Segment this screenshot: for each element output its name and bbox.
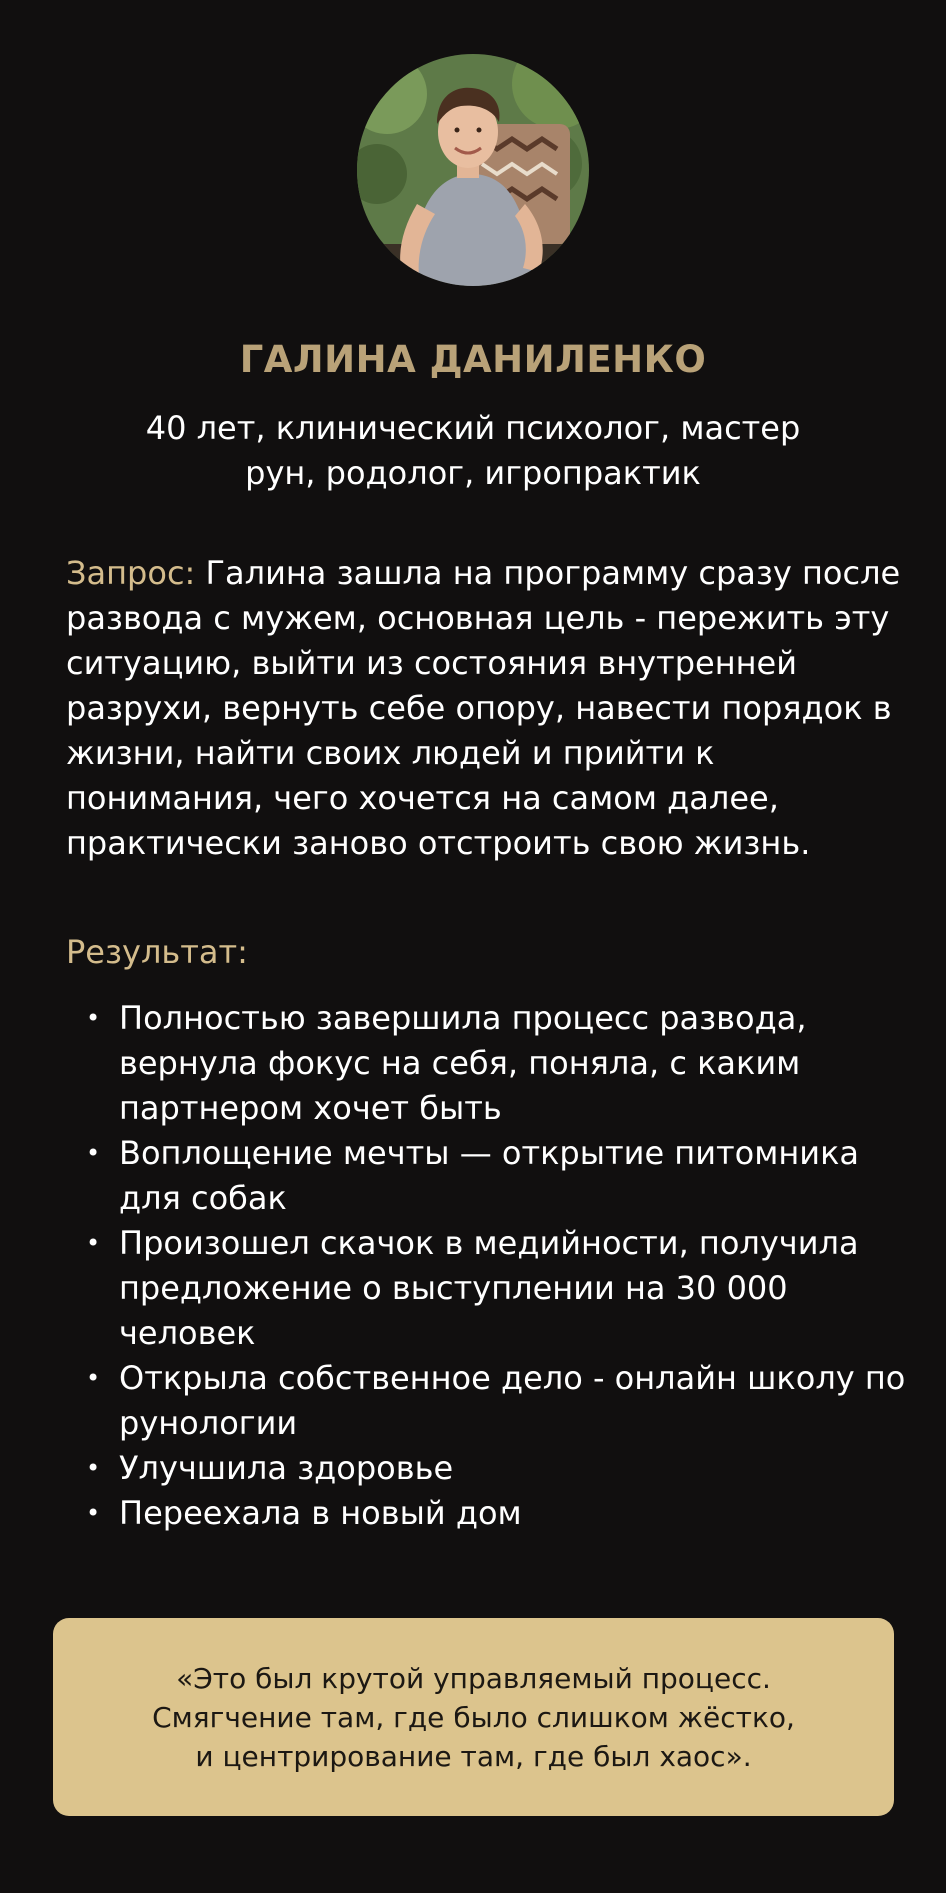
list-item (80, 1131, 910, 1221)
subtitle-line: рун, родолог, игропрактик (245, 454, 701, 492)
quote-box (53, 1618, 894, 1816)
quote-line: «Это был крутой управляемый процесс. (176, 1661, 771, 1695)
quote-text (94, 1659, 854, 1776)
result-list (80, 996, 910, 1536)
list-item (80, 1446, 910, 1491)
bullet-icon: • (86, 1229, 101, 1257)
person-name: ГАЛИНА ДАНИЛЕНКО (239, 338, 707, 381)
bullet-icon: • (86, 1454, 101, 1482)
quote-line: Смягчение там, где было слишком жёстко, (152, 1700, 795, 1734)
list-item-text: Переехала в новый дом (119, 1494, 522, 1532)
list-item-text: Произошел скачок в медийности, получила предложение о выступлении на 30 000 человек (119, 1224, 859, 1352)
list-item-text: Улучшила здоровье (119, 1449, 454, 1487)
list-item-text: Полностью завершила процесс развода, вернула фокус на себя, поняла, с каким партнером хочет быть (119, 999, 807, 1127)
bullet-icon: • (86, 1139, 101, 1167)
list-item-text: Открыла собственное дело - онлайн школу по рунологии (119, 1359, 906, 1442)
avatar (357, 54, 589, 286)
subtitle-line: 40 лет, клинический психолог, мастер (145, 409, 801, 447)
list-item (80, 1491, 910, 1536)
quote-line: и центрирование там, где был хаос». (195, 1739, 752, 1773)
result-label: Результат: (66, 933, 248, 971)
bullet-icon: • (86, 1499, 101, 1527)
request-text: Галина зашла на программу сразу после развода с мужем, основная цель - пережить эту ситуацию, выйти из состояния внутренней разрухи, вернуть себе опору, навести порядок в жизни, найти своих людей и прийти к понимания, чего хочется на самом далее, практически заново отстроить свою жизнь. (66, 554, 901, 862)
person-subtitle (140, 406, 806, 496)
request-paragraph (66, 551, 906, 866)
list-item (80, 996, 910, 1131)
request-label: Запрос: (66, 554, 196, 592)
list-item (80, 1221, 910, 1356)
bullet-icon: • (86, 1004, 101, 1032)
bullet-icon: • (86, 1364, 101, 1392)
portrait-photo-icon (357, 54, 589, 286)
list-item (80, 1356, 910, 1446)
list-item-text: Воплощение мечты — открытие питомника для собак (119, 1134, 860, 1217)
